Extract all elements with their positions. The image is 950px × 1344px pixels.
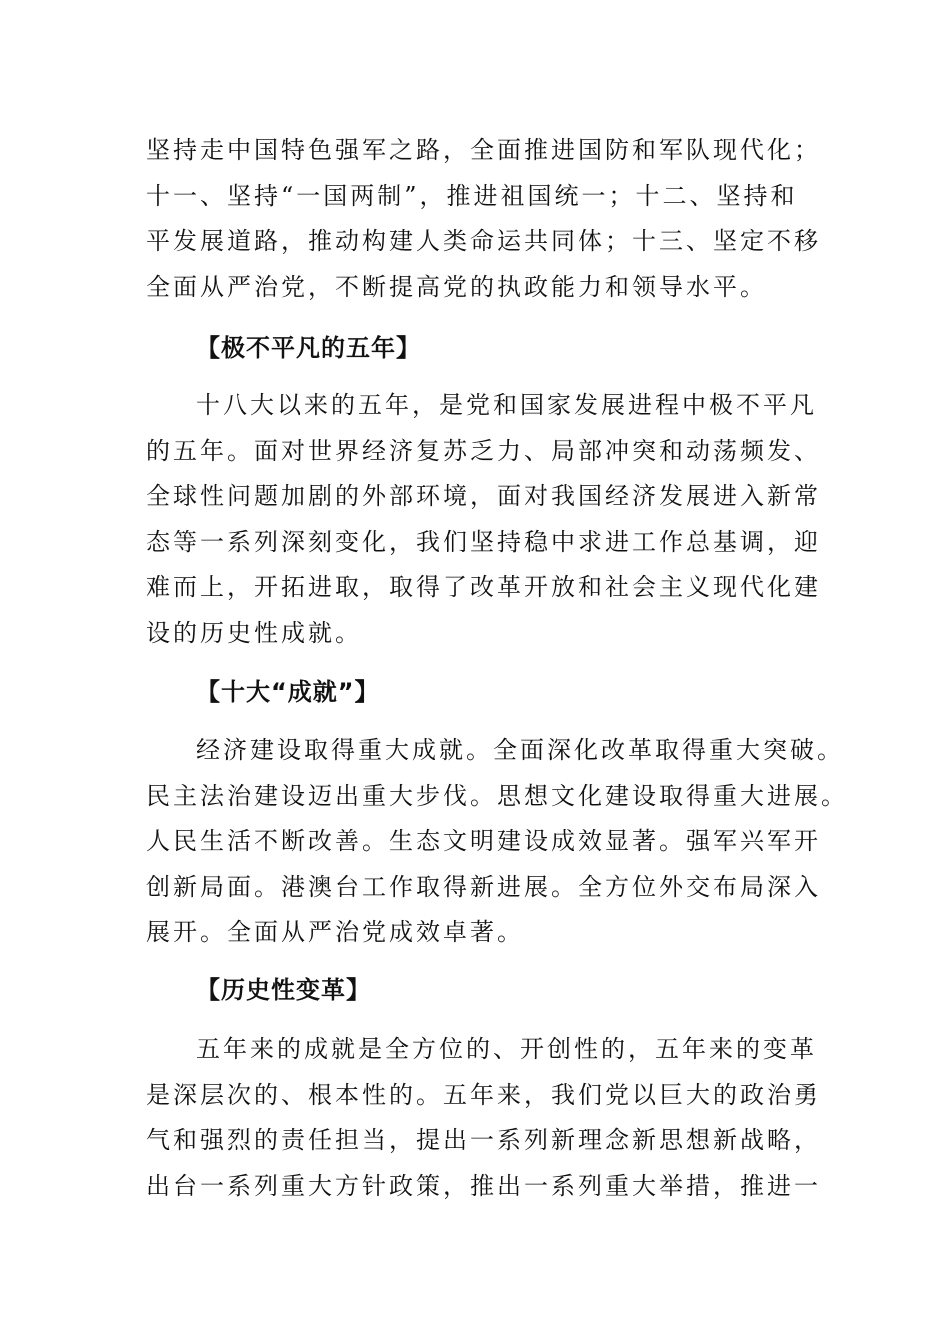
section-heading-historic-change: 【历史性变革】 bbox=[196, 976, 371, 1004]
paragraph-line: 经济建设取得重大成就。全面深化改革取得重大突破。 bbox=[196, 736, 844, 764]
paragraph-line: 创新局面。港澳台工作取得新进展。全方位外交布局深入 bbox=[146, 872, 821, 901]
paragraph-line: 坚持走中国特色强军之路，全面推进国防和军队现代化； bbox=[146, 136, 821, 164]
historic-change-paragraph bbox=[146, 1027, 821, 1209]
paragraph-line: 全面从严治党，不断提高党的执政能力和领导水平。 bbox=[146, 272, 767, 301]
paragraph-line: 出台一系列重大方针政策，推出一系列重大举措，推进一 bbox=[146, 1171, 821, 1200]
paragraph-line: 五年来的成就是全方位的、开创性的，五年来的变革 bbox=[196, 1035, 817, 1063]
achievements-paragraph bbox=[146, 728, 848, 956]
five-years-paragraph bbox=[146, 383, 821, 656]
section-heading-ten-achievements: 【十大“成就”】 bbox=[196, 678, 380, 706]
paragraph-line: 十八大以来的五年，是党和国家发展进程中极不平凡 bbox=[196, 391, 817, 419]
paragraph-line: 难而上，开拓进取，取得了改革开放和社会主义现代化建 bbox=[146, 573, 821, 601]
paragraph-line: 人民生活不断改善。生态文明建设成效显著。强军兴军开 bbox=[146, 827, 821, 855]
paragraph-line: 是深层次的、根本性的。五年来，我们党以巨大的政治勇 bbox=[146, 1080, 821, 1109]
paragraph-line: 的五年。面对世界经济复苏乏力、局部冲突和动荡频发、 bbox=[146, 436, 821, 465]
paragraph-line: 态等一系列深刻变化，我们坚持稳中求进工作总基调，迎 bbox=[146, 527, 821, 556]
paragraph-line: 气和强烈的责任担当，提出一系列新理念新思想新战略， bbox=[146, 1126, 821, 1154]
paragraph-line: 民主法治建设迈出重大步伐。思想文化建设取得重大进展。 bbox=[146, 781, 848, 810]
paragraph-line: 十一、坚持“一国两制”，推进祖国统一；十二、坚持和 bbox=[146, 181, 798, 210]
intro-paragraph bbox=[146, 128, 821, 310]
paragraph-line: 平发展道路，推动构建人类命运共同体；十三、坚定不移 bbox=[146, 227, 821, 255]
paragraph-line: 设的历史性成就。 bbox=[146, 618, 362, 647]
paragraph-line: 全球性问题加剧的外部环境，面对我国经济发展进入新常 bbox=[146, 482, 821, 510]
section-heading-five-years: 【极不平凡的五年】 bbox=[196, 334, 421, 362]
paragraph-line: 展开。全面从严治党成效卓著。 bbox=[146, 918, 524, 946]
